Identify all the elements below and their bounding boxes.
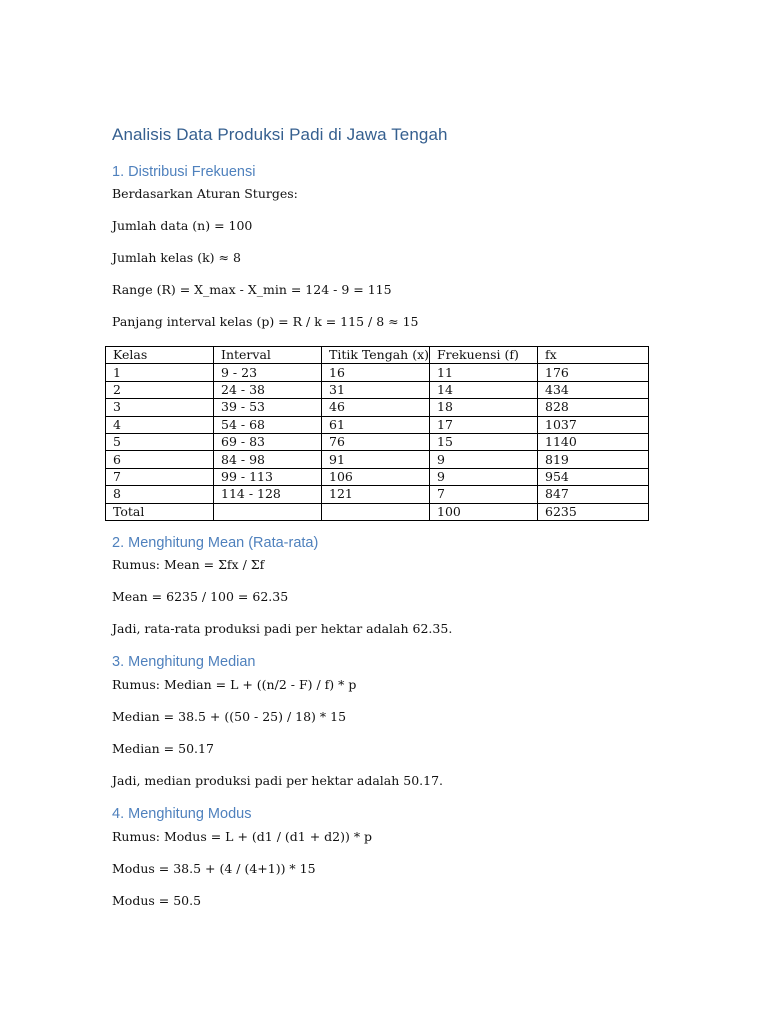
section-heading-median: 3. Menghitung Median xyxy=(112,654,256,670)
table-cell: 16 xyxy=(322,364,430,381)
table-cell: 8 xyxy=(106,486,214,503)
paragraph-mean-value: Mean = 6235 / 100 = 62.35 xyxy=(112,589,289,604)
table-cell: 91 xyxy=(322,451,430,468)
table-row xyxy=(106,451,649,468)
paragraph-median-conclusion: Jadi, median produksi padi per hektar adalah 50.17. xyxy=(112,773,444,788)
table-cell: 6 xyxy=(106,451,214,468)
table-cell: 7 xyxy=(430,486,538,503)
paragraph-median-value: Median = 50.17 xyxy=(112,741,214,756)
column-header-kelas: Kelas xyxy=(106,347,214,364)
table-cell: 5 xyxy=(106,433,214,450)
table-row xyxy=(106,468,649,485)
table-cell: 9 xyxy=(430,468,538,485)
table-cell: 99 - 113 xyxy=(214,468,322,485)
table-cell: 7 xyxy=(106,468,214,485)
paragraph-modus-value: Modus = 50.5 xyxy=(112,893,202,908)
frequency-table xyxy=(105,346,649,521)
table-cell: 24 - 38 xyxy=(214,381,322,398)
paragraph-panjang-interval: Panjang interval kelas (p) = R / k = 115 / 8 ≈ 15 xyxy=(112,314,419,329)
paragraph-median-calc: Median = 38.5 + ((50 - 25) / 18) * 15 xyxy=(112,709,347,724)
total-frequency-cell: 100 xyxy=(430,503,538,520)
table-cell: 76 xyxy=(322,433,430,450)
table-cell: 106 xyxy=(322,468,430,485)
table-cell: 9 xyxy=(430,451,538,468)
table-cell: 1037 xyxy=(538,416,649,433)
table-cell: 121 xyxy=(322,486,430,503)
table-cell: 15 xyxy=(430,433,538,450)
table-cell: 847 xyxy=(538,486,649,503)
table-cell: 54 - 68 xyxy=(214,416,322,433)
paragraph-range: Range (R) = X_max - X_min = 124 - 9 = 115 xyxy=(112,282,392,297)
table-cell: 61 xyxy=(322,416,430,433)
table-cell: 828 xyxy=(538,399,649,416)
table-cell: 69 - 83 xyxy=(214,433,322,450)
table-cell: 11 xyxy=(430,364,538,381)
table-row xyxy=(106,416,649,433)
paragraph-jumlah-kelas: Jumlah kelas (k) ≈ 8 xyxy=(112,250,241,265)
table-cell: 9 - 23 xyxy=(214,364,322,381)
table-cell: 2 xyxy=(106,381,214,398)
total-label-cell: Total xyxy=(106,503,214,520)
table-row xyxy=(106,486,649,503)
table-cell: 1140 xyxy=(538,433,649,450)
column-header-interval: Interval xyxy=(214,347,322,364)
table-row xyxy=(106,364,649,381)
document-title: Analisis Data Produksi Padi di Jawa Tengah xyxy=(112,125,448,144)
paragraph-mean-conclusion: Jadi, rata-rata produksi padi per hektar adalah 62.35. xyxy=(112,621,453,636)
table-cell: 18 xyxy=(430,399,538,416)
table-row xyxy=(106,399,649,416)
table-cell: 819 xyxy=(538,451,649,468)
paragraph-rumus-mean: Rumus: Mean = Σfx / Σf xyxy=(112,557,265,572)
table-cell: 31 xyxy=(322,381,430,398)
column-header-frekuensi: Frekuensi (f) xyxy=(430,347,538,364)
table-cell xyxy=(214,503,322,520)
section-heading-mean: 2. Menghitung Mean (Rata-rata) xyxy=(112,535,319,551)
paragraph-modus-calc: Modus = 38.5 + (4 / (4+1)) * 15 xyxy=(112,861,316,876)
table-total-row xyxy=(106,503,649,520)
column-header-fx: fx xyxy=(538,347,649,364)
paragraph-rumus-modus: Rumus: Modus = L + (d1 / (d1 + d2)) * p xyxy=(112,829,373,844)
section-heading-distribusi-frekuensi: 1. Distribusi Frekuensi xyxy=(112,164,256,180)
column-header-titik-tengah: Titik Tengah (x) xyxy=(322,347,430,364)
table-header-row xyxy=(106,347,649,364)
table-cell xyxy=(322,503,430,520)
table-cell: 4 xyxy=(106,416,214,433)
table-cell: 114 - 128 xyxy=(214,486,322,503)
table-cell: 17 xyxy=(430,416,538,433)
table-cell: 39 - 53 xyxy=(214,399,322,416)
paragraph-aturan-sturges: Berdasarkan Aturan Sturges: xyxy=(112,186,298,201)
paragraph-jumlah-data: Jumlah data (n) = 100 xyxy=(112,218,253,233)
table-cell: 954 xyxy=(538,468,649,485)
table-cell: 434 xyxy=(538,381,649,398)
table-cell: 176 xyxy=(538,364,649,381)
total-fx-cell: 6235 xyxy=(538,503,649,520)
section-heading-modus: 4. Menghitung Modus xyxy=(112,806,252,822)
table-cell: 46 xyxy=(322,399,430,416)
table-cell: 3 xyxy=(106,399,214,416)
table-row xyxy=(106,381,649,398)
table-cell: 84 - 98 xyxy=(214,451,322,468)
table-row xyxy=(106,433,649,450)
paragraph-rumus-median: Rumus: Median = L + ((n/2 - F) / f) * p xyxy=(112,677,357,692)
table-cell: 1 xyxy=(106,364,214,381)
table-cell: 14 xyxy=(430,381,538,398)
